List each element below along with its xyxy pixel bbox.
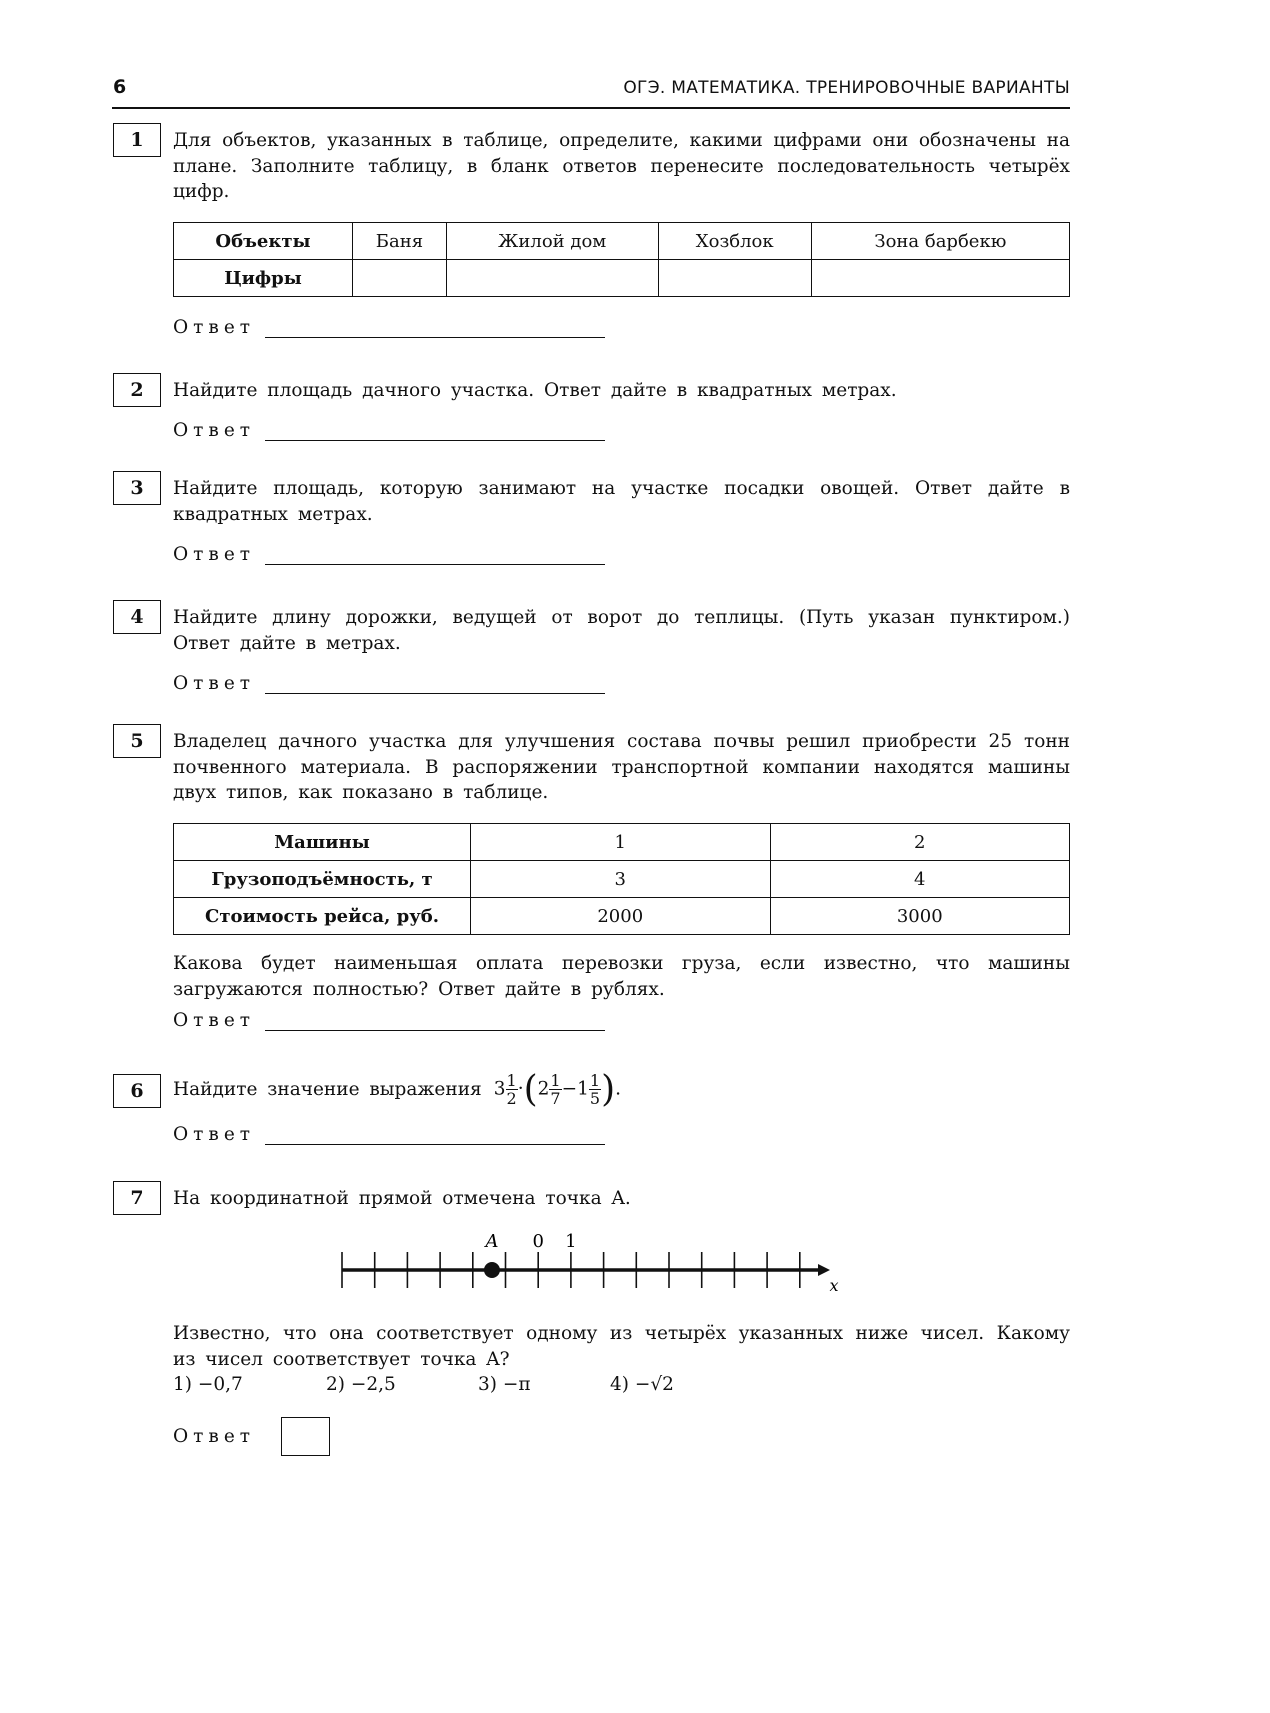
answer-box[interactable] (281, 1417, 330, 1456)
question-6-text: Найдите значение выражения (173, 1078, 482, 1100)
denominator: 5 (589, 1088, 601, 1108)
answer-cell[interactable] (353, 260, 447, 297)
question-number-5: 5 (113, 724, 161, 758)
whole: 2 (537, 1078, 550, 1099)
table-cell: Жилой дом (446, 223, 658, 260)
answer-label: Ответ (173, 1124, 255, 1145)
answer-label: Ответ (173, 673, 255, 694)
table-cell: 3000 (770, 898, 1070, 935)
numerator: 1 (506, 1070, 517, 1090)
objects-table (173, 222, 1070, 297)
header-rule (112, 107, 1070, 109)
question-3-text: Найдите площадь, которую занимают на участке посадки овощей. Ответ дайте в квадратных метрах. (173, 478, 1070, 525)
answer-2 (173, 420, 605, 441)
zero-label: 0 (532, 1231, 544, 1252)
table-header: Цифры (174, 260, 353, 297)
option-1: 1) −0,7 (173, 1374, 243, 1395)
table-cell: 2 (770, 824, 1070, 861)
math-expression (494, 1069, 621, 1110)
question-2-text: Найдите площадь дачного участка. Ответ дайте в квадратных метрах. (173, 380, 897, 401)
answer-field[interactable] (265, 548, 605, 565)
answer-6 (173, 1124, 605, 1145)
answer-label: Ответ (173, 1010, 255, 1031)
table-cell: Баня (353, 223, 447, 260)
answer-field[interactable] (265, 677, 605, 694)
point-a (484, 1262, 500, 1278)
answer-cell[interactable] (811, 260, 1069, 297)
denominator: 7 (550, 1088, 561, 1108)
answer-field[interactable] (265, 1014, 605, 1031)
axis-arrow (818, 1264, 830, 1276)
table-cell: 3 (471, 861, 771, 898)
question-7-text: На координатной прямой отмечена точка A. (173, 1188, 631, 1209)
number-line (330, 1222, 860, 1297)
table-header: Грузоподъёмность, т (174, 861, 471, 898)
question-number-4: 4 (113, 600, 161, 634)
answer-label: Ответ (173, 317, 255, 338)
table-cell: 1 (471, 824, 771, 861)
options (173, 1374, 773, 1400)
question-number-3: 3 (113, 471, 161, 505)
answer-4 (173, 673, 605, 694)
point-a-label: A (485, 1231, 499, 1252)
whole: 1 (577, 1078, 589, 1099)
table-cell: Зона барбекю (811, 223, 1069, 260)
fraction (506, 1072, 518, 1107)
answer-field[interactable] (265, 1128, 605, 1145)
running-title: ОГЭ. МАТЕМАТИКА. ТРЕНИРОВОЧНЫЕ ВАРИАНТЫ (623, 78, 1070, 98)
paren: ) (601, 1068, 616, 1110)
question-5-text-2: Какова будет наименьшая оплата перевозки груза, если известно, что машины загружаются полностью? Ответ дайте в рублях. (173, 953, 1070, 1000)
answer-field[interactable] (265, 321, 605, 338)
trucks-table (173, 823, 1070, 935)
question-7-text-2: Известно, что она соответствует одному из четырёх указанных ниже чисел. Какому из чисел соответствует точка A? (173, 1323, 1070, 1370)
period: . (615, 1078, 622, 1099)
fraction (549, 1072, 561, 1107)
axis-label: x (829, 1276, 839, 1295)
denominator: 2 (506, 1088, 517, 1108)
answer-7-label: Ответ (173, 1426, 255, 1447)
answer-1 (173, 317, 605, 338)
answer-5 (173, 1010, 605, 1031)
option-4: 4) −√2 (610, 1374, 674, 1395)
answer-label: Ответ (173, 420, 255, 441)
question-1-text: Для объектов, указанных в таблице, определите, какими цифрами они обозначены на плане. Заполните таблицу, в бланк ответов перенесите последовательность четырёх цифр. (173, 130, 1070, 202)
fraction (589, 1072, 601, 1107)
operator: · (517, 1078, 524, 1099)
numerator: 1 (550, 1070, 561, 1090)
option-3: 3) −π (478, 1374, 531, 1395)
question-6 (173, 1064, 621, 1114)
table-cell: 4 (770, 861, 1070, 898)
table-cell: 2000 (471, 898, 771, 935)
option-2: 2) −2,5 (326, 1374, 396, 1395)
table-cell: Хозблок (658, 223, 811, 260)
question-number-6: 6 (113, 1074, 161, 1108)
paren: ( (523, 1068, 538, 1110)
answer-3 (173, 544, 605, 565)
answer-cell[interactable] (446, 260, 658, 297)
operator: − (561, 1078, 578, 1099)
table-header: Машины (174, 824, 471, 861)
whole: 3 (493, 1078, 506, 1099)
question-4-text: Найдите длину дорожки, ведущей от ворот до теплицы. (Путь указан пунктиром.) Ответ дайте в метрах. (173, 607, 1070, 654)
question-5-text: Владелец дачного участка для улучшения состава почвы решил приобрести 25 тонн почвенного материала. В распоряжении транспортной компании находятся машины двух типов, как показано в таблице. (173, 731, 1070, 803)
numerator: 1 (589, 1070, 601, 1090)
table-header: Стоимость рейса, руб. (174, 898, 471, 935)
table-header: Объекты (174, 223, 353, 260)
question-number-7: 7 (113, 1181, 161, 1215)
answer-label: Ответ (173, 544, 255, 565)
one-label: 1 (565, 1231, 577, 1252)
question-number-2: 2 (113, 373, 161, 407)
question-number-1: 1 (113, 123, 161, 157)
page-number: 6 (113, 76, 127, 98)
answer-cell[interactable] (658, 260, 811, 297)
answer-field[interactable] (265, 424, 605, 441)
